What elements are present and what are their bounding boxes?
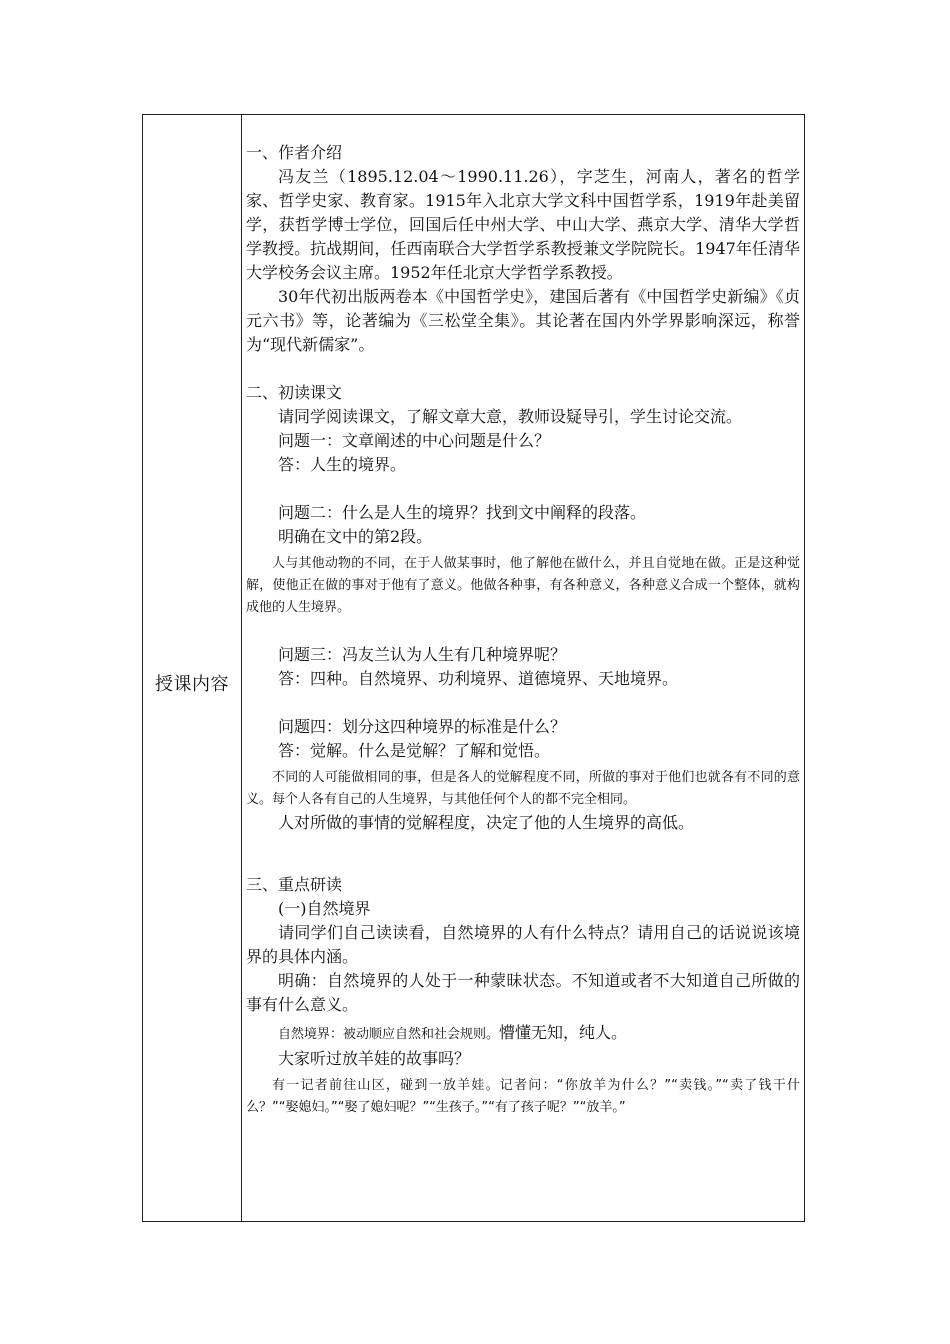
answer-4: 答：觉解。什么是觉解？了解和觉悟。 — [278, 741, 551, 760]
natural-realm-clarify: 明确：自然境界的人处于一种蒙昧状态。不知道或者不大知道自己所做的事有什么意义。 — [246, 971, 800, 1014]
natural-realm-task: 请同学们自己读读看，自然境界的人有什么特点？请用自己的话说说该境界的具体内涵。 — [246, 923, 800, 966]
question-4: 问题四：划分这四种境界的标准是什么？ — [278, 717, 567, 736]
content-cell — [242, 115, 804, 1221]
quote-paragraph-2: 人与其他动物的不同，在于人做某事时，他了解他在做什么，并且自觉地在做。正是这种觉解，使他正在做的事对于他有了意义。他做各种事，有各种意义，各种意义合成一个整体，就构成他的人生境界。 — [246, 556, 800, 615]
natural-realm-note-small: 自然境界：被动顺应自然和社会规则。 — [278, 1027, 500, 1042]
question-2: 问题二：什么是人生的境界？找到文中阐释的段落。 — [278, 503, 647, 522]
question-3: 问题三：冯友兰认为人生有几种境界呢？ — [278, 645, 567, 664]
author-works-paragraph: 30年代初出版两卷本《中国哲学史》，建国后著有《中国哲学史新编》《贞元六书》等，论著编为《三松堂全集》。其论著在国内外学界影响深远，称誉为“现代新儒家”。 — [246, 287, 800, 354]
section-heading-author: 一、作者介绍 — [246, 143, 343, 162]
shepherd-question: 大家听过放羊娃的故事吗？ — [278, 1049, 471, 1068]
quote-paragraph-4: 不同的人可能做相同的事，但是各人的觉解程度不同，所做的事对于他们也就各有不同的意义。每个人各有自己的人生境界，与其他任何个人的都不完全相同。 — [246, 770, 800, 807]
natural-realm-note-big: 懵懂无知，纯人。 — [499, 1023, 628, 1042]
reading-intro: 请同学阅读课文，了解文章大意，教师设疑导引，学生讨论交流。 — [278, 407, 743, 426]
section-heading-first-reading: 二、初读课文 — [246, 383, 343, 402]
section-heading-focus-reading: 三、重点研读 — [246, 875, 343, 894]
answer-2: 明确在文中的第2段。 — [278, 527, 433, 546]
author-bio-paragraph: 冯友兰（1895.12.04～1990.11.26），字芝生，河南人，著名的哲学家、哲学史家、教育家。1915年入北京大学文科中国哲学系，1919年赴美留学，获哲学博士学位，回国后任中州大学、中山大学、燕京大学、清华大学哲学教授。抗战期间，任西南联合大学哲学系教授兼文学院院长。1947年任清华大学校务会议主席。1952年任北京大学哲学系教授。 — [246, 167, 800, 282]
natural-realm-note — [246, 1021, 800, 1047]
answer-3: 答：四种。自然境界、功利境界、道德境界、天地境界。 — [278, 669, 679, 688]
subheading-natural-realm: (一)自然境界 — [278, 899, 371, 918]
lesson-table — [142, 114, 805, 1222]
shepherd-story: 有一记者前往山区，碰到一放羊娃。记者问：“你放羊为什么？”“卖钱。”“卖了钱干什么？”“娶媳妇。”“娶了媳妇呢？”“生孩子。”“有了孩子呢？”“放羊。” — [246, 1078, 800, 1115]
answer-1: 答：人生的境界。 — [278, 455, 407, 474]
row-label-cell — [143, 115, 242, 1221]
row-label: 授课内容 — [155, 674, 229, 695]
section-2-conclusion: 人对所做的事情的觉解程度，决定了他的人生境界的高低。 — [278, 813, 695, 832]
question-1: 问题一：文章阐述的中心问题是什么？ — [278, 431, 551, 450]
